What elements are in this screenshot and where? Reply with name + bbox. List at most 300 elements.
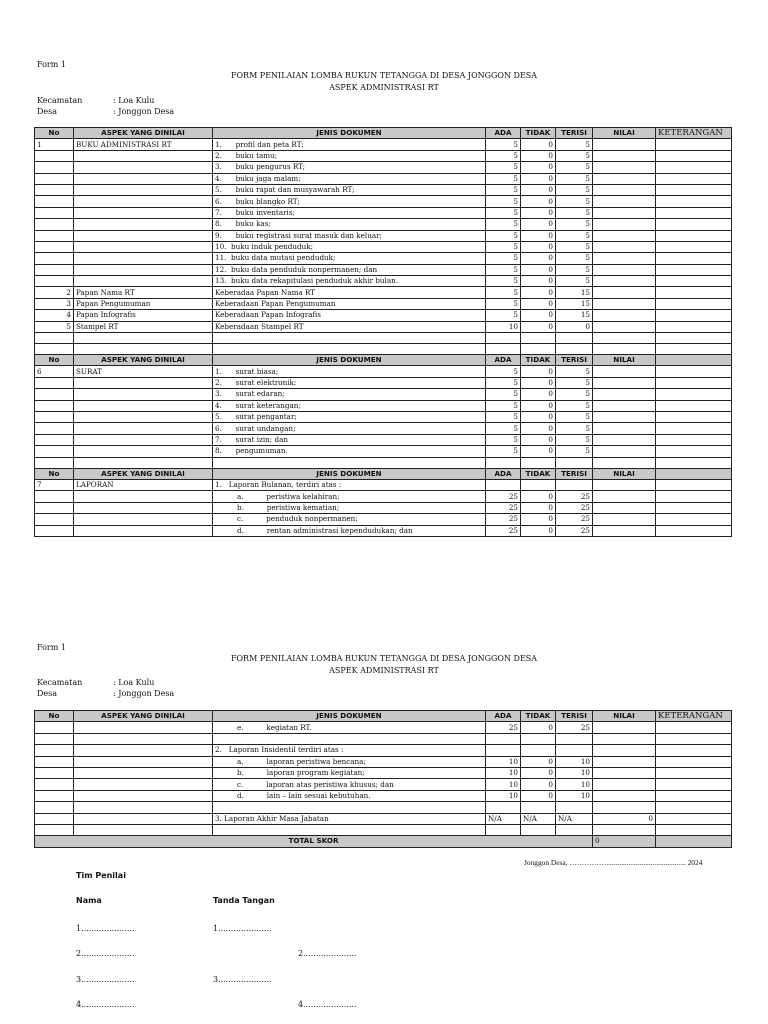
cell-aspek: Papan Nama RT (74, 287, 213, 298)
cell-ada[interactable]: 5 (486, 389, 521, 400)
cell-keterangan[interactable] (656, 162, 732, 173)
cell-nilai[interactable] (593, 479, 656, 490)
cell-no (35, 150, 74, 161)
cell-nilai[interactable] (593, 790, 656, 801)
cell-terisi[interactable]: 25 (556, 525, 593, 536)
cell-tidak[interactable]: 0 (521, 366, 556, 377)
blank-cell (35, 333, 74, 344)
cell-aspek (74, 779, 213, 790)
cell-terisi[interactable]: 5 (556, 411, 593, 422)
cell-aspek (74, 377, 213, 388)
blank-cell (35, 457, 74, 468)
sig-sign-1[interactable]: 1..................... (213, 924, 272, 933)
cell-tidak[interactable] (521, 733, 556, 744)
cell-jenis: 6. surat undangan; (213, 423, 486, 434)
cell-terisi[interactable] (556, 802, 593, 813)
cell-aspek (74, 196, 213, 207)
cell-nilai[interactable] (593, 514, 656, 525)
col-header-no: No (35, 355, 74, 366)
cell-ada[interactable]: 10 (486, 790, 521, 801)
cell-tidak[interactable]: 0 (521, 196, 556, 207)
table-row (35, 241, 732, 252)
cell-ada[interactable]: 10 (486, 321, 521, 332)
cell-tidak[interactable]: 0 (521, 790, 556, 801)
cell-nilai[interactable] (593, 722, 656, 733)
cell-no (35, 745, 74, 756)
cell-nilai[interactable] (593, 491, 656, 502)
cell-tidak[interactable]: 0 (521, 400, 556, 411)
cell-tidak[interactable]: 0 (521, 230, 556, 241)
cell-terisi[interactable]: 10 (556, 790, 593, 801)
cell-tidak[interactable] (521, 479, 556, 490)
cell-terisi[interactable] (556, 824, 593, 835)
cell-ada[interactable]: 25 (486, 722, 521, 733)
cell-keterangan[interactable] (656, 400, 732, 411)
cell-nilai[interactable] (593, 411, 656, 422)
kecamatan-value: : Loa Kulu (113, 678, 155, 687)
cell-nilai[interactable] (593, 162, 656, 173)
cell-keterangan[interactable] (656, 276, 732, 287)
cell-keterangan[interactable] (656, 150, 732, 161)
cell-terisi[interactable]: 5 (556, 400, 593, 411)
cell-nilai[interactable] (593, 298, 656, 309)
cell-no (35, 389, 74, 400)
cell-nilai[interactable] (593, 310, 656, 321)
cell-terisi[interactable]: 5 (556, 446, 593, 457)
cell-aspek: LAPORAN (74, 479, 213, 490)
cell-nilai[interactable] (593, 207, 656, 218)
cell-nilai[interactable] (593, 173, 656, 184)
cell-terisi[interactable]: 10 (556, 767, 593, 778)
cell-ada[interactable]: 5 (486, 207, 521, 218)
blank-cell (486, 344, 521, 355)
cell-ada[interactable]: 10 (486, 779, 521, 790)
cell-no (35, 779, 74, 790)
cell-jenis: b. laporan program kegiatan; (213, 767, 486, 778)
table-row (35, 389, 732, 400)
table-row (35, 287, 732, 298)
cell-nilai[interactable] (593, 276, 656, 287)
cell-tidak[interactable]: 0 (521, 184, 556, 195)
cell-tidak[interactable]: 0 (521, 241, 556, 252)
cell-terisi[interactable]: 5 (556, 150, 593, 161)
cell-jenis: 3. surat edaran; (213, 389, 486, 400)
cell-tidak[interactable]: 0 (521, 321, 556, 332)
cell-nilai[interactable] (593, 824, 656, 835)
cell-no (35, 423, 74, 434)
cell-ada[interactable]: 5 (486, 377, 521, 388)
cell-nilai[interactable] (593, 767, 656, 778)
cell-nilai[interactable] (593, 756, 656, 767)
blank-cell (486, 457, 521, 468)
cell-terisi[interactable] (556, 745, 593, 756)
cell-keterangan[interactable] (656, 722, 732, 733)
cell-nilai[interactable] (593, 434, 656, 445)
blank-row (35, 344, 732, 355)
cell-aspek (74, 514, 213, 525)
cell-ada[interactable]: 5 (486, 241, 521, 252)
cell-aspek: SURAT (74, 366, 213, 377)
cell-ada[interactable]: 5 (486, 446, 521, 457)
cell-ada[interactable] (486, 733, 521, 744)
cell-aspek (74, 230, 213, 241)
cell-terisi[interactable]: 5 (556, 264, 593, 275)
cell-keterangan[interactable] (656, 790, 732, 801)
tim-penilai-heading: Tim Penilai (76, 871, 126, 880)
cell-aspek: Papan Pengumuman (74, 298, 213, 309)
cell-ada[interactable]: 5 (486, 162, 521, 173)
cell-nilai[interactable] (593, 389, 656, 400)
cell-aspek (74, 813, 213, 824)
cell-terisi[interactable]: 5 (556, 241, 593, 252)
cell-nilai[interactable] (593, 196, 656, 207)
cell-terisi[interactable]: 5 (556, 139, 593, 150)
cell-keterangan[interactable] (656, 779, 732, 790)
table-row (35, 745, 732, 756)
cell-no (35, 514, 74, 525)
cell-keterangan[interactable] (656, 184, 732, 195)
cell-keterangan[interactable] (656, 525, 732, 536)
cell-nilai[interactable] (593, 802, 656, 813)
desa-line (37, 106, 174, 117)
cell-nilai[interactable] (593, 150, 656, 161)
cell-keterangan[interactable] (656, 173, 732, 184)
cell-keterangan[interactable] (656, 423, 732, 434)
date-line: Jonggon Desa, ……………........................................... 2024 (524, 858, 703, 867)
cell-aspek (74, 756, 213, 767)
cell-ada[interactable]: 5 (486, 400, 521, 411)
cell-ada[interactable]: 25 (486, 491, 521, 502)
cell-nilai[interactable] (593, 230, 656, 241)
cell-keterangan[interactable] (656, 219, 732, 230)
blank-cell (74, 344, 213, 355)
cell-terisi[interactable]: 15 (556, 310, 593, 321)
cell-keterangan[interactable] (656, 310, 732, 321)
cell-tidak[interactable]: 0 (521, 525, 556, 536)
blank-cell (556, 344, 593, 355)
cell-terisi[interactable]: 5 (556, 253, 593, 264)
cell-keterangan[interactable] (656, 377, 732, 388)
kecamatan-line-2 (37, 677, 154, 688)
cell-tidak[interactable]: 0 (521, 514, 556, 525)
cell-no (35, 184, 74, 195)
col-header-no: No (35, 711, 74, 722)
cell-terisi[interactable]: 25 (556, 491, 593, 502)
cell-keterangan[interactable] (656, 514, 732, 525)
cell-nilai[interactable] (593, 779, 656, 790)
cell-terisi[interactable] (556, 733, 593, 744)
cell-ada[interactable]: 5 (486, 411, 521, 422)
cell-jenis: 5. buku rapat dan musyawarah RT; (213, 184, 486, 195)
cell-ada[interactable]: 5 (486, 253, 521, 264)
cell-aspek (74, 525, 213, 536)
cell-tidak[interactable]: 0 (521, 423, 556, 434)
cell-tidak[interactable]: 0 (521, 139, 556, 150)
table-row (35, 207, 732, 218)
cell-tidak[interactable]: 0 (521, 276, 556, 287)
cell-tidak[interactable]: 0 (521, 446, 556, 457)
cell-keterangan[interactable] (656, 745, 732, 756)
cell-nilai[interactable] (593, 525, 656, 536)
cell-ada[interactable]: 5 (486, 184, 521, 195)
cell-tidak[interactable]: N/A (521, 813, 556, 824)
col-header-nilai: NILAI (593, 355, 656, 366)
cell-tidak[interactable]: 0 (521, 722, 556, 733)
col-header-tidak: TIDAK (521, 711, 556, 722)
cell-terisi[interactable]: 5 (556, 219, 593, 230)
cell-ada[interactable]: 5 (486, 173, 521, 184)
cell-ada[interactable]: 5 (486, 310, 521, 321)
cell-terisi[interactable]: 5 (556, 366, 593, 377)
sig-sign-4[interactable]: 4..................... (298, 1000, 357, 1009)
cell-nilai[interactable] (593, 377, 656, 388)
table-row (35, 411, 732, 422)
table-row (35, 767, 732, 778)
cell-keterangan[interactable] (656, 434, 732, 445)
cell-jenis: 2. surat elektronik; (213, 377, 486, 388)
cell-nilai[interactable] (593, 184, 656, 195)
cell-tidak[interactable]: 0 (521, 162, 556, 173)
cell-terisi[interactable]: N/A (556, 813, 593, 824)
cell-tidak[interactable]: 0 (521, 377, 556, 388)
cell-terisi[interactable]: 25 (556, 514, 593, 525)
cell-aspek (74, 411, 213, 422)
form-title-2: FORM PENILAIAN LOMBA RUKUN TETANGGA DI DESA JONGGON DESA (230, 654, 538, 663)
cell-ada[interactable] (486, 824, 521, 835)
cell-keterangan[interactable] (656, 264, 732, 275)
cell-jenis: Keberadaa Papan Nama RT (213, 287, 486, 298)
total-value[interactable]: 0 (593, 836, 656, 847)
cell-keterangan[interactable] (656, 733, 732, 744)
cell-nilai[interactable]: 0 (593, 813, 656, 824)
cell-tidak[interactable]: 0 (521, 207, 556, 218)
table-row (35, 400, 732, 411)
cell-nilai[interactable] (593, 264, 656, 275)
cell-keterangan[interactable] (656, 756, 732, 767)
cell-ada[interactable]: 5 (486, 287, 521, 298)
cell-terisi[interactable]: 15 (556, 298, 593, 309)
cell-terisi[interactable]: 5 (556, 173, 593, 184)
cell-keterangan[interactable] (656, 207, 732, 218)
cell-no (35, 230, 74, 241)
cell-aspek (74, 219, 213, 230)
cell-keterangan[interactable] (656, 241, 732, 252)
cell-keterangan[interactable] (656, 446, 732, 457)
cell-tidak[interactable]: 0 (521, 253, 556, 264)
col-header-no: No (35, 128, 74, 139)
cell-ada[interactable]: 25 (486, 525, 521, 536)
table-row (35, 377, 732, 388)
cell-nilai[interactable] (593, 366, 656, 377)
desa-value: : Jonggon Desa (113, 107, 175, 116)
cell-tidak[interactable]: 0 (521, 219, 556, 230)
blank-cell (656, 333, 732, 344)
cell-keterangan[interactable] (656, 253, 732, 264)
kecamatan-label: Kecamatan (37, 678, 83, 687)
cell-nilai[interactable] (593, 253, 656, 264)
cell-terisi[interactable]: 5 (556, 184, 593, 195)
cell-keterangan[interactable] (656, 139, 732, 150)
cell-terisi[interactable]: 25 (556, 722, 593, 733)
table-row (35, 230, 732, 241)
cell-keterangan[interactable] (656, 411, 732, 422)
cell-terisi[interactable] (556, 479, 593, 490)
cell-aspek (74, 802, 213, 813)
cell-nilai[interactable] (593, 502, 656, 513)
cell-keterangan[interactable] (656, 287, 732, 298)
cell-nilai[interactable] (593, 321, 656, 332)
cell-ada[interactable] (486, 802, 521, 813)
cell-no (35, 196, 74, 207)
table-row (35, 479, 732, 490)
cell-terisi[interactable]: 10 (556, 756, 593, 767)
cell-terisi[interactable]: 5 (556, 207, 593, 218)
cell-keterangan[interactable] (656, 230, 732, 241)
cell-ada[interactable]: 5 (486, 196, 521, 207)
cell-ada[interactable]: 5 (486, 434, 521, 445)
cell-jenis: a. laporan peristiwa bencana; (213, 756, 486, 767)
cell-nilai[interactable] (593, 139, 656, 150)
cell-keterangan[interactable] (656, 389, 732, 400)
cell-no (35, 162, 74, 173)
cell-terisi[interactable]: 5 (556, 196, 593, 207)
cell-terisi[interactable]: 5 (556, 389, 593, 400)
cell-nilai[interactable] (593, 219, 656, 230)
cell-ada[interactable]: 5 (486, 219, 521, 230)
cell-no (35, 767, 74, 778)
cell-ada[interactable]: 5 (486, 276, 521, 287)
cell-terisi[interactable]: 0 (556, 321, 593, 332)
col-header-jenis: JENIS DOKUMEN (213, 355, 486, 366)
cell-ada[interactable] (486, 479, 521, 490)
sig-sign-3[interactable]: 3..................... (213, 975, 272, 984)
sig-name-3[interactable]: 3..................... (76, 975, 135, 984)
cell-tidak[interactable]: 0 (521, 411, 556, 422)
cell-nilai[interactable] (593, 400, 656, 411)
cell-aspek: Papan Infografis (74, 310, 213, 321)
table-row (35, 824, 732, 835)
sig-name-4[interactable]: 4..................... (76, 1000, 135, 1009)
cell-no (35, 446, 74, 457)
cell-ada[interactable]: 5 (486, 230, 521, 241)
cell-tidak[interactable]: 0 (521, 502, 556, 513)
blank-cell (74, 333, 213, 344)
cell-tidak[interactable] (521, 802, 556, 813)
cell-keterangan[interactable] (656, 196, 732, 207)
cell-no (35, 241, 74, 252)
col-header-terisi: TERISI (556, 468, 593, 479)
cell-keterangan[interactable] (656, 321, 732, 332)
kecamatan-value: : Loa Kulu (113, 96, 155, 105)
cell-terisi[interactable]: 5 (556, 434, 593, 445)
cell-keterangan[interactable] (656, 502, 732, 513)
cell-nilai[interactable] (593, 733, 656, 744)
cell-keterangan[interactable] (656, 767, 732, 778)
cell-keterangan[interactable] (656, 366, 732, 377)
cell-jenis: e. kegiatan RT. (213, 722, 486, 733)
sig-name-1[interactable]: 1..................... (76, 924, 135, 933)
cell-tidak[interactable]: 0 (521, 767, 556, 778)
cell-tidak[interactable]: 0 (521, 287, 556, 298)
cell-tidak[interactable]: 0 (521, 491, 556, 502)
cell-jenis: 11. buku data mutasi penduduk; (213, 253, 486, 264)
table-row (35, 219, 732, 230)
cell-no: 7 (35, 479, 74, 490)
cell-tidak[interactable]: 0 (521, 756, 556, 767)
cell-terisi[interactable]: 5 (556, 423, 593, 434)
cell-tidak[interactable] (521, 745, 556, 756)
cell-ada[interactable]: 5 (486, 139, 521, 150)
cell-tidak[interactable]: 0 (521, 173, 556, 184)
cell-ada[interactable]: 25 (486, 514, 521, 525)
col-header-blank (656, 355, 732, 366)
cell-tidak[interactable]: 0 (521, 264, 556, 275)
cell-terisi[interactable]: 5 (556, 230, 593, 241)
cell-ada[interactable]: N/A (486, 813, 521, 824)
cell-terisi[interactable]: 5 (556, 162, 593, 173)
cell-nilai[interactable] (593, 446, 656, 457)
cell-terisi[interactable]: 5 (556, 276, 593, 287)
blank-cell (521, 333, 556, 344)
cell-jenis: Keberadaan Papan Pengumuman (213, 298, 486, 309)
cell-nilai[interactable] (593, 241, 656, 252)
cell-keterangan[interactable] (656, 298, 732, 309)
cell-aspek (74, 184, 213, 195)
desa-line-2 (37, 688, 174, 699)
col-header-terisi: TERISI (556, 355, 593, 366)
cell-terisi[interactable]: 15 (556, 287, 593, 298)
cell-ada[interactable]: 5 (486, 366, 521, 377)
cell-ada[interactable]: 5 (486, 264, 521, 275)
cell-ada[interactable]: 5 (486, 150, 521, 161)
cell-nilai[interactable] (593, 287, 656, 298)
sig-name-2[interactable]: 2..................... (76, 949, 135, 958)
cell-terisi[interactable]: 5 (556, 377, 593, 388)
cell-tidak[interactable]: 0 (521, 298, 556, 309)
cell-tidak[interactable] (521, 824, 556, 835)
cell-ada[interactable]: 10 (486, 767, 521, 778)
cell-ada[interactable]: 5 (486, 423, 521, 434)
cell-ada[interactable]: 10 (486, 756, 521, 767)
col-header-jenis: JENIS DOKUMEN (213, 128, 486, 139)
cell-ada[interactable]: 25 (486, 502, 521, 513)
table-row (35, 525, 732, 536)
cell-tidak[interactable]: 0 (521, 389, 556, 400)
cell-tidak[interactable]: 0 (521, 434, 556, 445)
cell-no (35, 502, 74, 513)
cell-keterangan[interactable] (656, 824, 732, 835)
cell-keterangan[interactable] (656, 813, 732, 824)
cell-jenis: b. peristiwa kematian; (213, 502, 486, 513)
cell-tidak[interactable]: 0 (521, 779, 556, 790)
cell-keterangan[interactable] (656, 479, 732, 490)
cell-no: 3 (35, 298, 74, 309)
cell-nilai[interactable] (593, 423, 656, 434)
col-header-ada: ADA (486, 128, 521, 139)
cell-ada[interactable] (486, 745, 521, 756)
cell-aspek (74, 150, 213, 161)
cell-tidak[interactable]: 0 (521, 150, 556, 161)
cell-keterangan[interactable] (656, 802, 732, 813)
cell-ada[interactable]: 5 (486, 298, 521, 309)
cell-nilai[interactable] (593, 745, 656, 756)
cell-terisi[interactable]: 10 (556, 779, 593, 790)
table-row (35, 264, 732, 275)
cell-terisi[interactable]: 25 (556, 502, 593, 513)
cell-tidak[interactable]: 0 (521, 310, 556, 321)
sig-sign-2[interactable]: 2..................... (298, 949, 357, 958)
cell-keterangan[interactable] (656, 491, 732, 502)
